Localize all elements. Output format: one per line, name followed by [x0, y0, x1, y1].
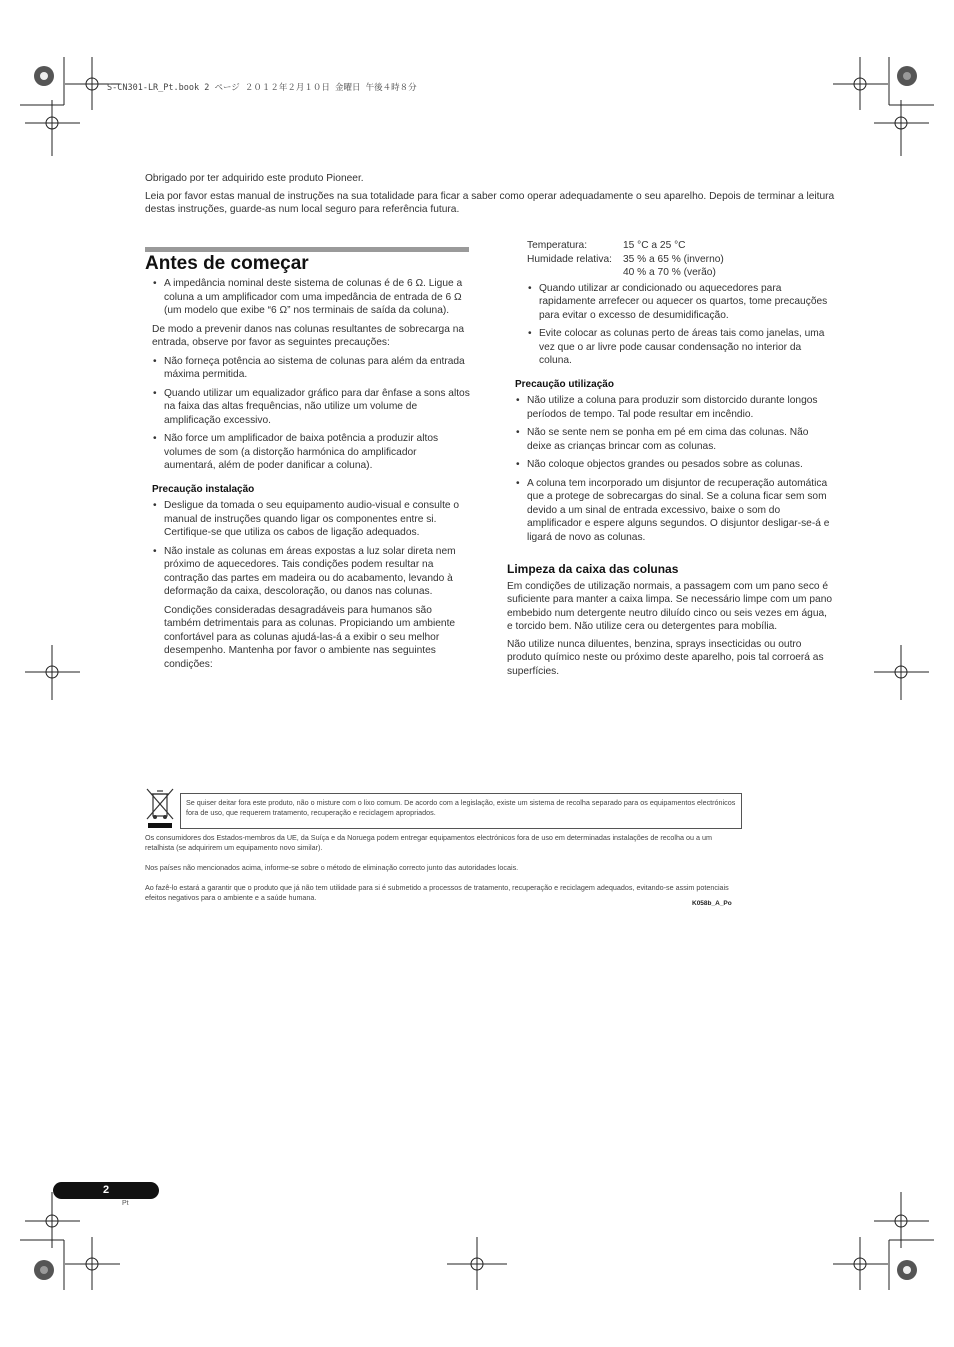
- section-title: Antes de começar: [145, 253, 309, 274]
- cleaning-heading: Limpeza da caixa das colunas: [507, 562, 679, 576]
- list-item: • Não utilize a coluna para produzir som distorcido durante longos períodos de tempo. Tal pode resultar em incêndio.: [515, 394, 833, 421]
- overload-intro: De modo a prevenir danos nas colunas resultantes de sobrecarga na entrada, observe por favor as seguintes precauções:: [152, 323, 465, 348]
- page-number: 2: [53, 1182, 159, 1199]
- installation-heading: Precaução instalação: [152, 483, 255, 495]
- list-item: • Não coloque objectos grandes ou pesados sobre as colunas.: [515, 458, 833, 472]
- section-title-bar: [145, 247, 469, 252]
- disposal-other-countries: Nos países não mencionados acima, informe-se sobre o método de eliminação correcto junto das autoridades locais.: [145, 863, 519, 872]
- intro: [145, 172, 845, 217]
- language-code: Pt: [122, 1200, 129, 1207]
- usage-heading: Precaução utilização: [515, 378, 614, 390]
- left-column: [152, 277, 470, 671]
- cleaning-para-1: Em condições de utilização normais, a passagem com um pano seco é suficiente para manter a caixa limpa. Se necessário limpe com um pano embebido num detergente neutro diluído cinco ou seis vezes em água, e torcido bem. Não utilize cera ou detergentes para mobília.: [507, 580, 833, 632]
- temperature-label: Temperatura:: [527, 240, 588, 251]
- humidity-label: Humidade relativa:: [527, 253, 612, 265]
- disposal-benefits: Ao fazê-lo estará a garantir que o produto que já não tem utilidade para si é submetido a processos de tratamento, recuperação e reciclagem adequados, evitando-se assim potenciais efeitos negativos para o ambiente e a saúde humana.: [145, 883, 729, 902]
- list-item: • Não se sente nem se ponha em pé em cima das colunas. Não deixe as crianças brincar com as colunas.: [515, 426, 833, 453]
- disposal-box: Se quiser deitar fora este produto, não o misture com o lixo comum. De acordo com a legislação, existe um sistema de recolha separado para os equipamentos electrónicos fora de uso, que requerem tratamento, recuperação e reciclagem apropriados.: [180, 793, 742, 829]
- weee-bin-icon: [145, 786, 175, 830]
- disposal-notes: [145, 833, 740, 903]
- humidity-winter: 35 % a 65 % (inverno): [623, 253, 724, 265]
- intro-thanks: Obrigado por ter adquirido este produto Pioneer.: [145, 173, 364, 184]
- list-item: • Desligue da tomada o seu equipamento audio-visual e consulte o manual de instruções quando ligar os componentes entre si. Certifique-se que utiliza os cabos de ligação adequados.: [152, 499, 470, 540]
- list-item: • Quando utilizar ar condicionado ou aquecedores para rapidamente arrefecer ou aquecer os quartos, tome precauções para evitar o excesso de desumidificação.: [527, 282, 833, 323]
- list-item: • Quando utilizar um equalizador gráfico para dar ênfase a sons altos na faixa das altas frequências, não utilize um volume de amplificação excessivo.: [152, 387, 470, 428]
- cleaning-para-2: Não utilize nunca diluentes, benzina, sprays insecticidas ou outro produto químico neste ou próximo deste aparelho, pois tal corroerá as superfícies.: [507, 638, 824, 677]
- notice-code: K058b_A_Po: [692, 900, 732, 907]
- list-item: • A impedância nominal deste sistema de colunas é de 6 Ω. Ligue a coluna a um amplificador com uma impedância de entrada de 6 Ω (um modelo que exibe “6 Ω” nos terminais de saída da coluna).: [152, 277, 470, 318]
- right-column: [507, 239, 833, 678]
- list-item: • A coluna tem incorporado um disjuntor de recuperação automática que a protege de sobrecargas do sinal. Se a coluna ficar sem som devido a um sinal de entrada excessivo, baixe o som do amplificador e espere alguns segundos. O disjuntor desligar-se-á e ligará de novo as colunas.: [515, 477, 833, 545]
- list-item: • Não forneça potência ao sistema de colunas para além da entrada máxima permitida.: [152, 355, 470, 382]
- conditions-table: [527, 239, 724, 280]
- print-header: S-CN301-LR_Pt.book 2 ページ ２０１２年２月１０日 金曜日 午後４時８分: [107, 83, 417, 93]
- disposal-eu-note: Os consumidores dos Estados-membros da UE, da Suíça e da Noruega podem entregar equipamentos electrónicos fora de uso em determinadas instalações de recolha ou a um retalhista (se adquirirem um equipamento novo similar).: [145, 833, 712, 852]
- intro-read-manual: Leia por favor estas manual de instruções na sua totalidade para ficar a saber como operar adequadamente o seu aparelho. Depois de terminar a leitura destas instruções, guarde-as num local seguro para referência futura.: [145, 190, 835, 215]
- temperature-value: 15 °C a 25 °C: [623, 240, 686, 251]
- list-item: • Não force um amplificador de baixa potência a produzir altos volumes de som (a distorção harmónica do amplificador aumentará, além de poder danificar a coluna).: [152, 432, 470, 473]
- list-item: • Evite colocar as colunas perto de áreas tais como janelas, uma vez que o ar livre pode causar condensação no interior da coluna.: [527, 327, 833, 368]
- humidity-summer: 40 % a 70 % (verão): [623, 267, 716, 278]
- list-item: • Não instale as colunas em áreas expostas a luz solar direta nem próximo de aquecedores. Tais condições podem resultar na contração das partes em madeira ou do acabamento, levando à deformação da caixa, descoloração, ou danos nas colunas.: [152, 545, 470, 599]
- environment-para: Condições consideradas desagradáveis para humanos são também detrimentais para as colunas. Propiciando um ambiente confortável para as colunas ajudá-las-á a exibir o seu melhor desempenho. Mantenha por favor o ambiente nas seguintes condições:: [164, 604, 456, 670]
